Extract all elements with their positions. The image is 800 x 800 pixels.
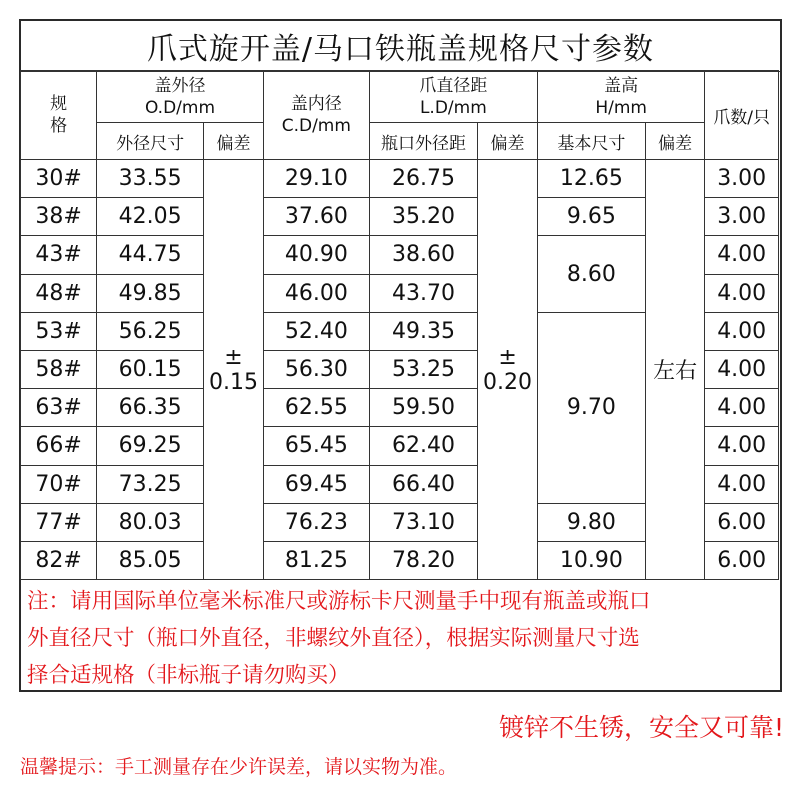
cap-height-unit: H/mm [595,97,647,118]
height-cell: 9.70 [537,312,645,503]
claw-count-header: 爪数/只 [705,71,779,160]
outer-size-subheader: 外径尺寸 [97,123,204,160]
spec-cell: 38# [21,198,97,236]
slogan: 镀锌不生锈，安全又可靠! [498,713,784,742]
outer-size-cell: 56.25 [97,312,204,350]
claw-count-cell: 4.00 [705,236,779,274]
outer-size-cell: 80.03 [97,503,204,541]
claw-distance-header [369,71,537,123]
neck-diameter-cell: 53.25 [369,350,477,388]
claw-distance-unit: L.D/mm [419,97,487,118]
neck-diameter-cell: 78.20 [369,541,477,579]
claw-count-cell: 4.00 [705,274,779,312]
outer-size-cell: 66.35 [97,389,204,427]
neck-diameter-cell: 73.10 [369,503,477,541]
spec-cell: 43# [21,236,97,274]
outer-diameter-header [97,71,264,123]
outer-size-cell: 42.05 [97,198,204,236]
spec-table-body [21,71,779,580]
inner-diameter-cell: 29.10 [263,160,369,198]
height-cell: 9.65 [537,198,645,236]
inner-diameter-cell: 40.90 [263,236,369,274]
spec-cell: 48# [21,274,97,312]
claw-deviation-sign: ± [498,344,517,370]
inner-diameter-cell: 52.40 [263,312,369,350]
neck-diameter-cell: 66.40 [369,465,477,503]
cap-height-title: 盖高 [604,75,639,96]
outer-size-cell: 85.05 [97,541,204,579]
spec-cell: 53# [21,312,97,350]
outer-diameter-unit: O.D/mm [144,97,216,118]
outer-deviation-cell [204,160,264,580]
height-cell: 12.65 [537,160,645,198]
claw-deviation-value: 0.20 [483,369,533,395]
inner-diameter-title: 盖内径 [290,94,342,114]
note-line: 外直径尺寸（瓶口外直径，非螺纹外直径），根据实际测量尺寸选 [27,626,640,651]
basic-size-subheader: 基本尺寸 [537,123,645,160]
spec-cell: 66# [21,427,97,465]
neck-diameter-cell: 49.35 [369,312,477,350]
outer-size-cell: 33.55 [97,160,204,198]
inner-diameter-cell: 56.30 [263,350,369,388]
outer-deviation-subheader: 偏差 [204,123,264,160]
spec-cell: 82# [21,541,97,579]
claw-count-cell: 4.00 [705,465,779,503]
neck-diameter-cell: 43.70 [369,274,477,312]
outer-size-cell: 49.85 [97,274,204,312]
claw-deviation-cell [478,160,538,580]
outer-deviation-value: 0.15 [208,369,258,395]
inner-diameter-cell: 65.45 [263,427,369,465]
claw-count-cell: 4.00 [705,427,779,465]
neck-diameter-cell: 62.40 [369,427,477,465]
spec-cell: 58# [21,350,97,388]
inner-diameter-cell: 62.55 [263,389,369,427]
claw-distance-title: 爪直径距 [419,75,488,96]
claw-count-cell: 4.00 [705,312,779,350]
spec-table [20,70,779,580]
height-deviation-cell: 左右 [645,160,705,580]
inner-diameter-header [263,71,369,160]
table-row [21,160,779,198]
inner-diameter-unit: C.D/mm [281,116,351,136]
claw-count-cell: 3.00 [705,160,779,198]
spec-cell: 63# [21,389,97,427]
claw-count-cell: 6.00 [705,541,779,579]
measurement-note [21,577,780,692]
note-line: 择合适规格（非标瓶子请勿购买） [27,663,350,688]
sheet-title: 爪式旋开盖/马口铁瓶盖规格尺寸参数 [21,21,780,72]
claw-count-cell: 6.00 [705,503,779,541]
note-line: 注：请用国际单位毫米标准尺或游标卡尺测量手中现有瓶盖或瓶口 [27,589,651,614]
claw-deviation-subheader: 偏差 [478,123,538,160]
outer-diameter-title: 盖外径 [154,75,206,96]
inner-diameter-cell: 81.25 [263,541,369,579]
height-deviation-subheader: 偏差 [645,123,705,160]
neck-diameter-cell: 59.50 [369,389,477,427]
spec-header [21,71,97,160]
neck-diameter-cell: 35.20 [369,198,477,236]
warm-tip: 温馨提示：手工测量存在少许误差，请以实物为准。 [20,756,458,778]
spec-cell: 30# [21,160,97,198]
outer-size-cell: 44.75 [97,236,204,274]
spec-cell: 70# [21,465,97,503]
neck-diameter-cell: 26.75 [369,160,477,198]
height-cell: 9.80 [537,503,645,541]
height-cell: 8.60 [537,236,645,312]
spec-header-line2: 格 [50,116,68,136]
cap-height-header [537,71,704,123]
claw-count-cell: 3.00 [705,198,779,236]
outer-size-cell: 60.15 [97,350,204,388]
neck-diameter-cell: 38.60 [369,236,477,274]
height-cell: 10.90 [537,541,645,579]
inner-diameter-cell: 46.00 [263,274,369,312]
outer-size-cell: 69.25 [97,427,204,465]
claw-count-cell: 4.00 [705,389,779,427]
outer-deviation-sign: ± [224,344,243,370]
inner-diameter-cell: 69.45 [263,465,369,503]
claw-count-cell: 4.00 [705,350,779,388]
spec-header-line1: 规 [50,94,68,114]
outer-size-cell: 73.25 [97,465,204,503]
inner-diameter-cell: 76.23 [263,503,369,541]
inner-diameter-cell: 37.60 [263,198,369,236]
spec-sheet [19,19,782,692]
neck-diameter-subheader: 瓶口外径距 [369,123,477,160]
spec-cell: 77# [21,503,97,541]
